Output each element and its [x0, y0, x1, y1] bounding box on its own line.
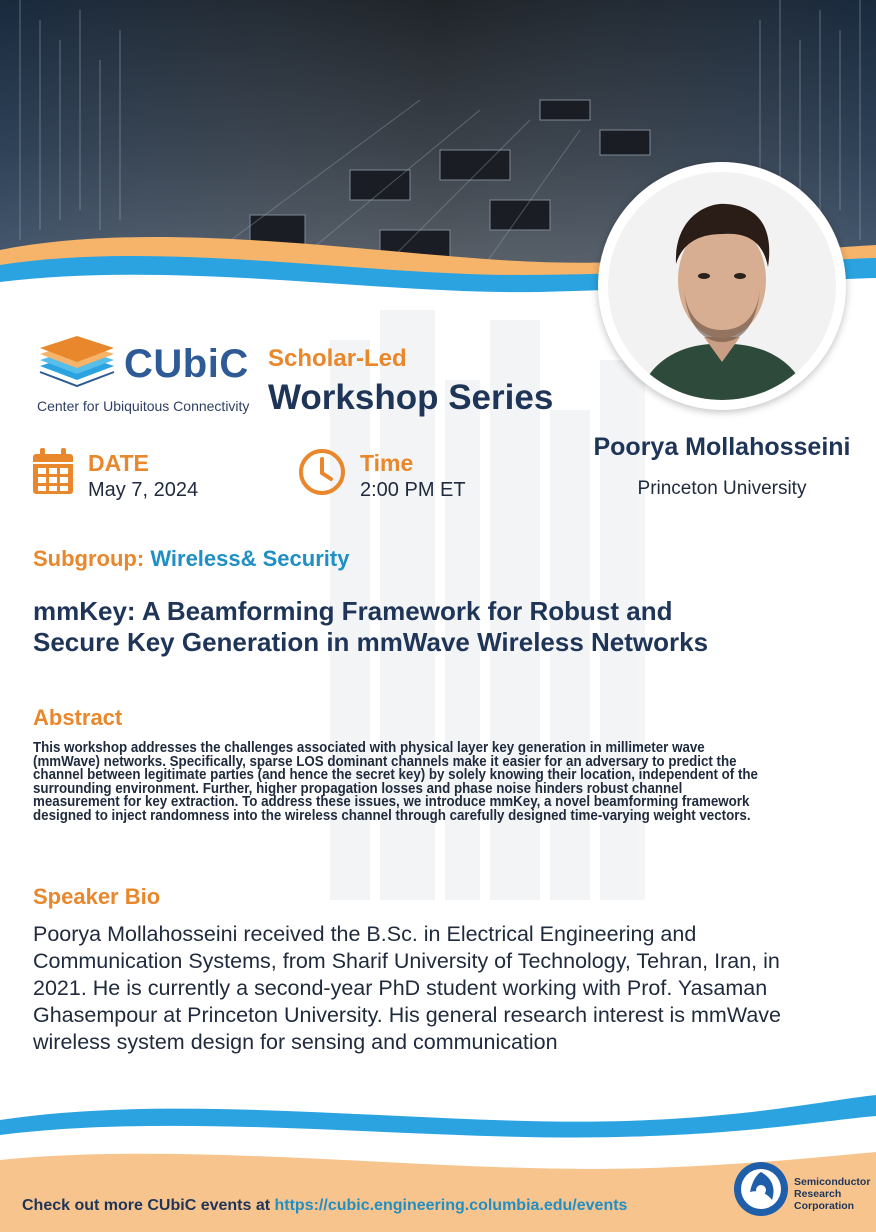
subgroup-label: Subgroup: [33, 546, 145, 571]
date-label: DATE [88, 450, 149, 476]
src-line-3: Corporation [794, 1200, 855, 1212]
abstract-heading: Abstract [33, 705, 123, 730]
logo-subtitle: Center for Ubiquitous Connectivity [37, 398, 250, 414]
speaker-affiliation: Princeton University [637, 478, 807, 499]
speaker-name: Poorya Mollahosseini [593, 433, 851, 461]
src-line-2: Research [794, 1188, 842, 1200]
src-line-1: Semiconductor [794, 1176, 871, 1188]
time-value: 2:00 PM ET [360, 479, 466, 501]
bio-heading: Speaker Bio [33, 884, 161, 909]
time-label: Time [360, 450, 414, 476]
src-wordmark [794, 1176, 870, 1212]
subgroup-value: Wireless& Security [150, 546, 350, 571]
talk-title-line-2: Secure Key Generation in mmWave Wireless Networks [33, 627, 709, 657]
speaker-photo [608, 172, 836, 400]
src-logo [732, 1160, 790, 1218]
abstract-body: This workshop addresses the challenges associated with physical layer key generation in millimeter wave (mmWave) networks. Specifically, sparse LOS dominant channels make it easier for an adversary to predict the channel between legitimate parties (and hence the secret key) by solely knowing their location, independent of the surrounding environment. Further, higher propagation losses and phase noise hinders robust channel measurement for key extraction. To address these issues, we introduce mmKey, a novel beamforming framework designed to inject randomness into the wireless channel through carefully designed time-varying weight vectors. [33, 740, 758, 824]
footer-cta-text: Check out more CUbiC events at [22, 1197, 275, 1214]
talk-title [33, 596, 833, 658]
events-link[interactable]: https://cubic.engineering.columbia.edu/events [274, 1197, 628, 1214]
logo-wordmark: CUbiC [124, 342, 249, 386]
subgroup [33, 546, 349, 572]
cubic-logo [36, 336, 118, 396]
series-kicker: Scholar-Led [268, 345, 407, 372]
clock-icon [298, 448, 346, 496]
bio-body: Poorya Mollahosseini received the B.Sc. in Electrical Engineering and Communication Systems, from Sharif University of Technology, Tehran, Iran, in 2021. He is currently a second-year PhD student working with Prof. Yasaman Ghasempour at Princeton University. His general research interest is mmWave wireless system design for sensing and communication [33, 922, 781, 1054]
footer-cta [22, 1197, 627, 1215]
talk-title-line-1: mmKey: A Beamforming Framework for Robust and [33, 596, 673, 626]
series-title: Workshop Series [268, 378, 554, 417]
calendar-icon [31, 448, 75, 496]
date-value: May 7, 2024 [88, 479, 199, 501]
